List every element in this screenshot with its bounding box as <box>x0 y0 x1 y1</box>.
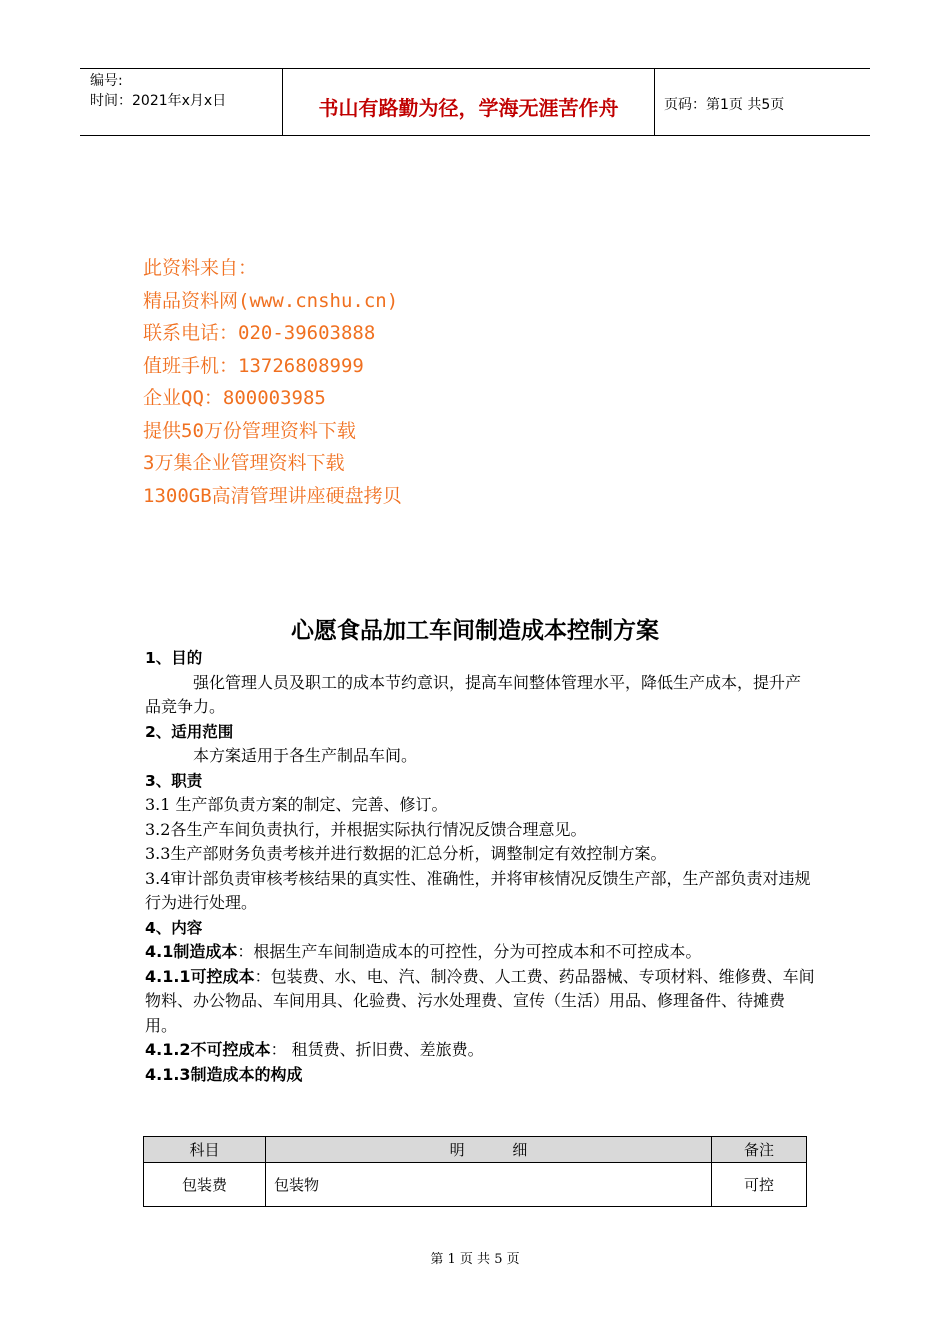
promo-line: 企业QQ：800003985 <box>143 387 326 409</box>
header-bottom-rule <box>80 135 870 136</box>
header-top-rule <box>80 68 870 69</box>
cost-table <box>143 1136 807 1207</box>
promo-block <box>143 252 402 512</box>
header-number: 编号: <box>90 73 123 89</box>
item-text: ：根据生产车间制造成本的可控性，分为可控成本和不可控成本。 <box>237 942 702 961</box>
promo-line: 精品资料网(www.cnshu.cn) <box>143 289 399 312</box>
header-time: 时间：2021年x月x日 <box>90 93 227 109</box>
section-heading: 4、内容 <box>145 918 203 937</box>
list-item <box>145 965 815 1039</box>
table-cell: 包装物 <box>266 1163 712 1207</box>
column-header: 科目 <box>144 1137 266 1163</box>
paragraph: 强化管理人员及职工的成本节约意识，提高车间整体管理水平，降低生产成本，提升产品竞争力。 <box>145 672 802 716</box>
list-item: 3.1 生产部负责方案的制定、完善、修订。 <box>145 795 448 814</box>
page-footer: 第 1 页 共 5 页 <box>430 1252 520 1267</box>
table-header-row <box>144 1137 807 1163</box>
item-label: 4.1制造成本 <box>145 942 238 961</box>
section-heading: 3、职责 <box>145 771 203 790</box>
item-label: 4.1.2不可控成本 <box>145 1040 271 1059</box>
item-text: ： 租赁费、折旧费、差旅费。 <box>270 1040 484 1059</box>
list-item <box>145 1038 815 1063</box>
promo-line: 值班手机：13726808999 <box>143 354 364 377</box>
list-item: 3.2各生产车间负责执行，并根据实际执行情况反馈合理意见。 <box>145 819 587 839</box>
header-motto: 书山有路勤为径，学海无涯苦作舟 <box>318 96 619 120</box>
list-item: 3.4审计部负责审核考核结果的真实性、准确性，并将审核情况反馈生产部，生产部负责对违规行为进行处理。 <box>145 868 811 912</box>
document-body <box>145 646 815 1087</box>
header-meta <box>90 71 226 111</box>
item-label: 4.1.3制造成本的构成 <box>145 1064 303 1084</box>
table-row <box>144 1163 807 1207</box>
item-text: ：包装费、水、电、汽、制冷费、人工费、药品器械、专项材料、维修费、车间物料、办公物品、车间用具、化验费、污水处理费、宣传（生活）用品、修理备件、待摊费用。 <box>145 966 815 1035</box>
header-page-number: 页码：第1页 共5页 <box>664 97 785 113</box>
promo-line: 此资料来自： <box>143 257 258 279</box>
table-cell: 包装费 <box>144 1163 266 1207</box>
section-heading: 1、目的 <box>145 649 203 667</box>
header-divider-right <box>654 68 655 136</box>
document-title: 心愿食品加工车间制造成本控制方案 <box>291 618 659 644</box>
section-heading: 2、适用范围 <box>145 722 234 741</box>
column-header: 备注 <box>712 1137 807 1163</box>
promo-line: 3万集企业管理资料下载 <box>143 452 345 474</box>
list-item <box>145 940 815 965</box>
promo-line: 联系电话：020-39603888 <box>143 322 376 344</box>
promo-line: 1300GB高清管理讲座硬盘拷贝 <box>143 484 402 507</box>
column-header: 明 细 <box>266 1137 712 1163</box>
item-label: 4.1.1可控成本 <box>145 966 255 986</box>
list-item <box>145 1063 815 1088</box>
table-cell: 可控 <box>712 1163 807 1207</box>
list-item: 3.3生产部财务负责考核并进行数据的汇总分析，调整制定有效控制方案。 <box>145 844 667 863</box>
paragraph: 本方案适用于各生产制品车间。 <box>193 746 418 765</box>
promo-line: 提供50万份管理资料下载 <box>143 419 356 442</box>
